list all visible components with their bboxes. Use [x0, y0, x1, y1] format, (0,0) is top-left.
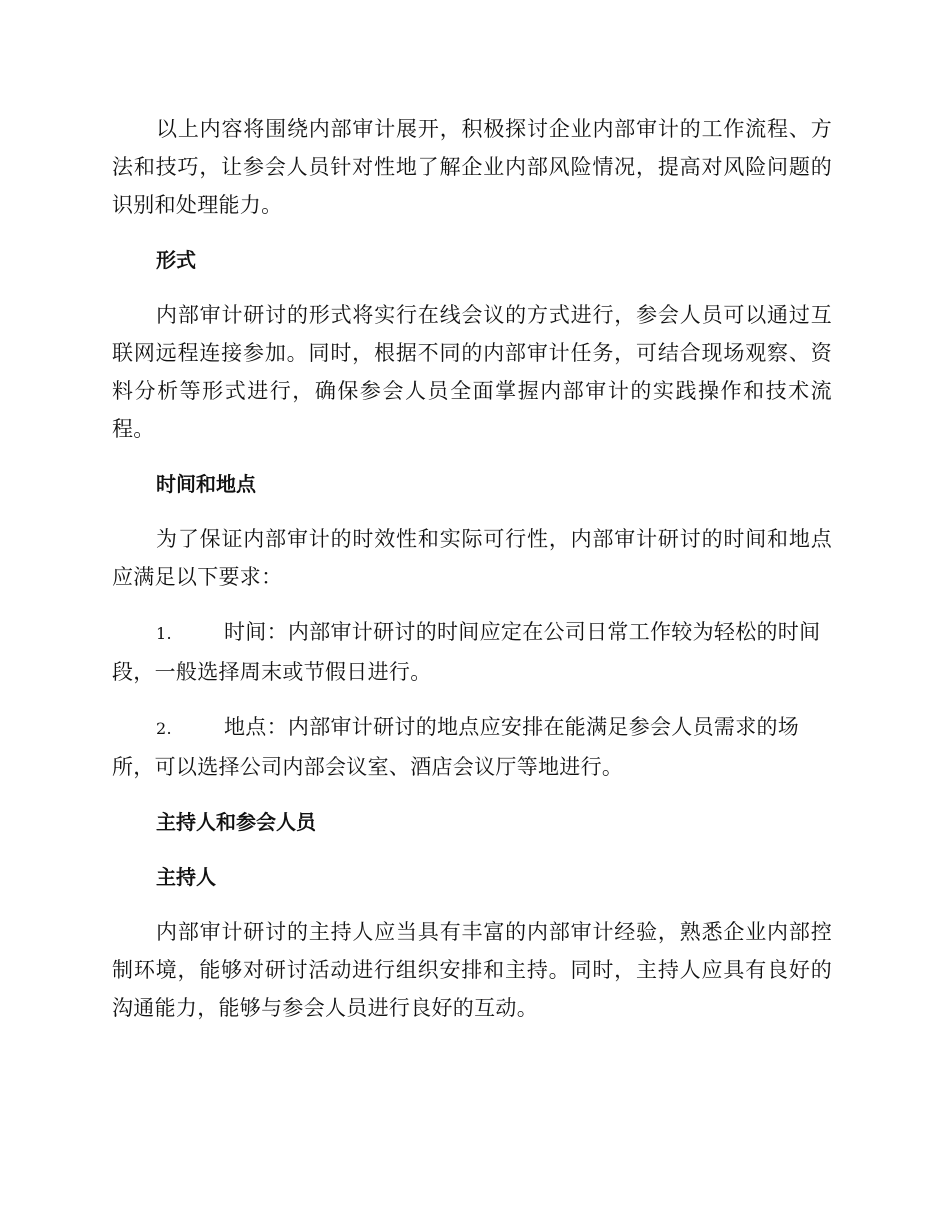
form-paragraph: 内部审计研讨的形式将实行在线会议的方式进行，参会人员可以通过互联网远程连接参加。同时，根据不同的内部审计任务，可结合现场观察、资料分析等形式进行，确保参会人员全面掌握内部审计的实践操作和技术流程。 — [112, 303, 832, 441]
time-place-paragraph: 为了保证内部审计的时效性和实际可行性，内部审计研讨的时间和地点应满足以下要求： — [112, 527, 832, 589]
host-paragraph: 内部审计研讨的主持人应当具有丰富的内部审计经验，熟悉企业内部控制环境，能够对研讨活动进行组织安排和主持。同时，主持人应具有良好的沟通能力，能够与参会人员进行良好的互动。 — [112, 920, 832, 1020]
list-number: 2. — [156, 719, 172, 738]
intro-paragraph: 以上内容将围绕内部审计展开，积极探讨企业内部审计的工作流程、方法和技巧，让参会人员针对性地了解企业内部风险情况，提高对风险问题的识别和处理能力。 — [112, 117, 832, 217]
form-heading: 形式 — [156, 248, 196, 272]
host-participants-heading: 主持人和参会人员 — [156, 810, 316, 834]
host-heading: 主持人 — [156, 865, 216, 889]
list-item — [112, 613, 832, 691]
list-text: 地点：内部审计研讨的地点应安排在能满足参会人员需求的场所，可以选择公司内部会议室、酒店会议厅等地进行。 — [112, 715, 800, 779]
list-item — [112, 708, 832, 786]
list-text: 时间：内部审计研讨的时间应定在公司日常工作较为轻松的时间段，一般选择周末或节假日进行。 — [112, 620, 821, 684]
time-place-heading: 时间和地点 — [156, 472, 256, 496]
document-page — [112, 110, 832, 1027]
list-number: 1. — [156, 624, 172, 643]
